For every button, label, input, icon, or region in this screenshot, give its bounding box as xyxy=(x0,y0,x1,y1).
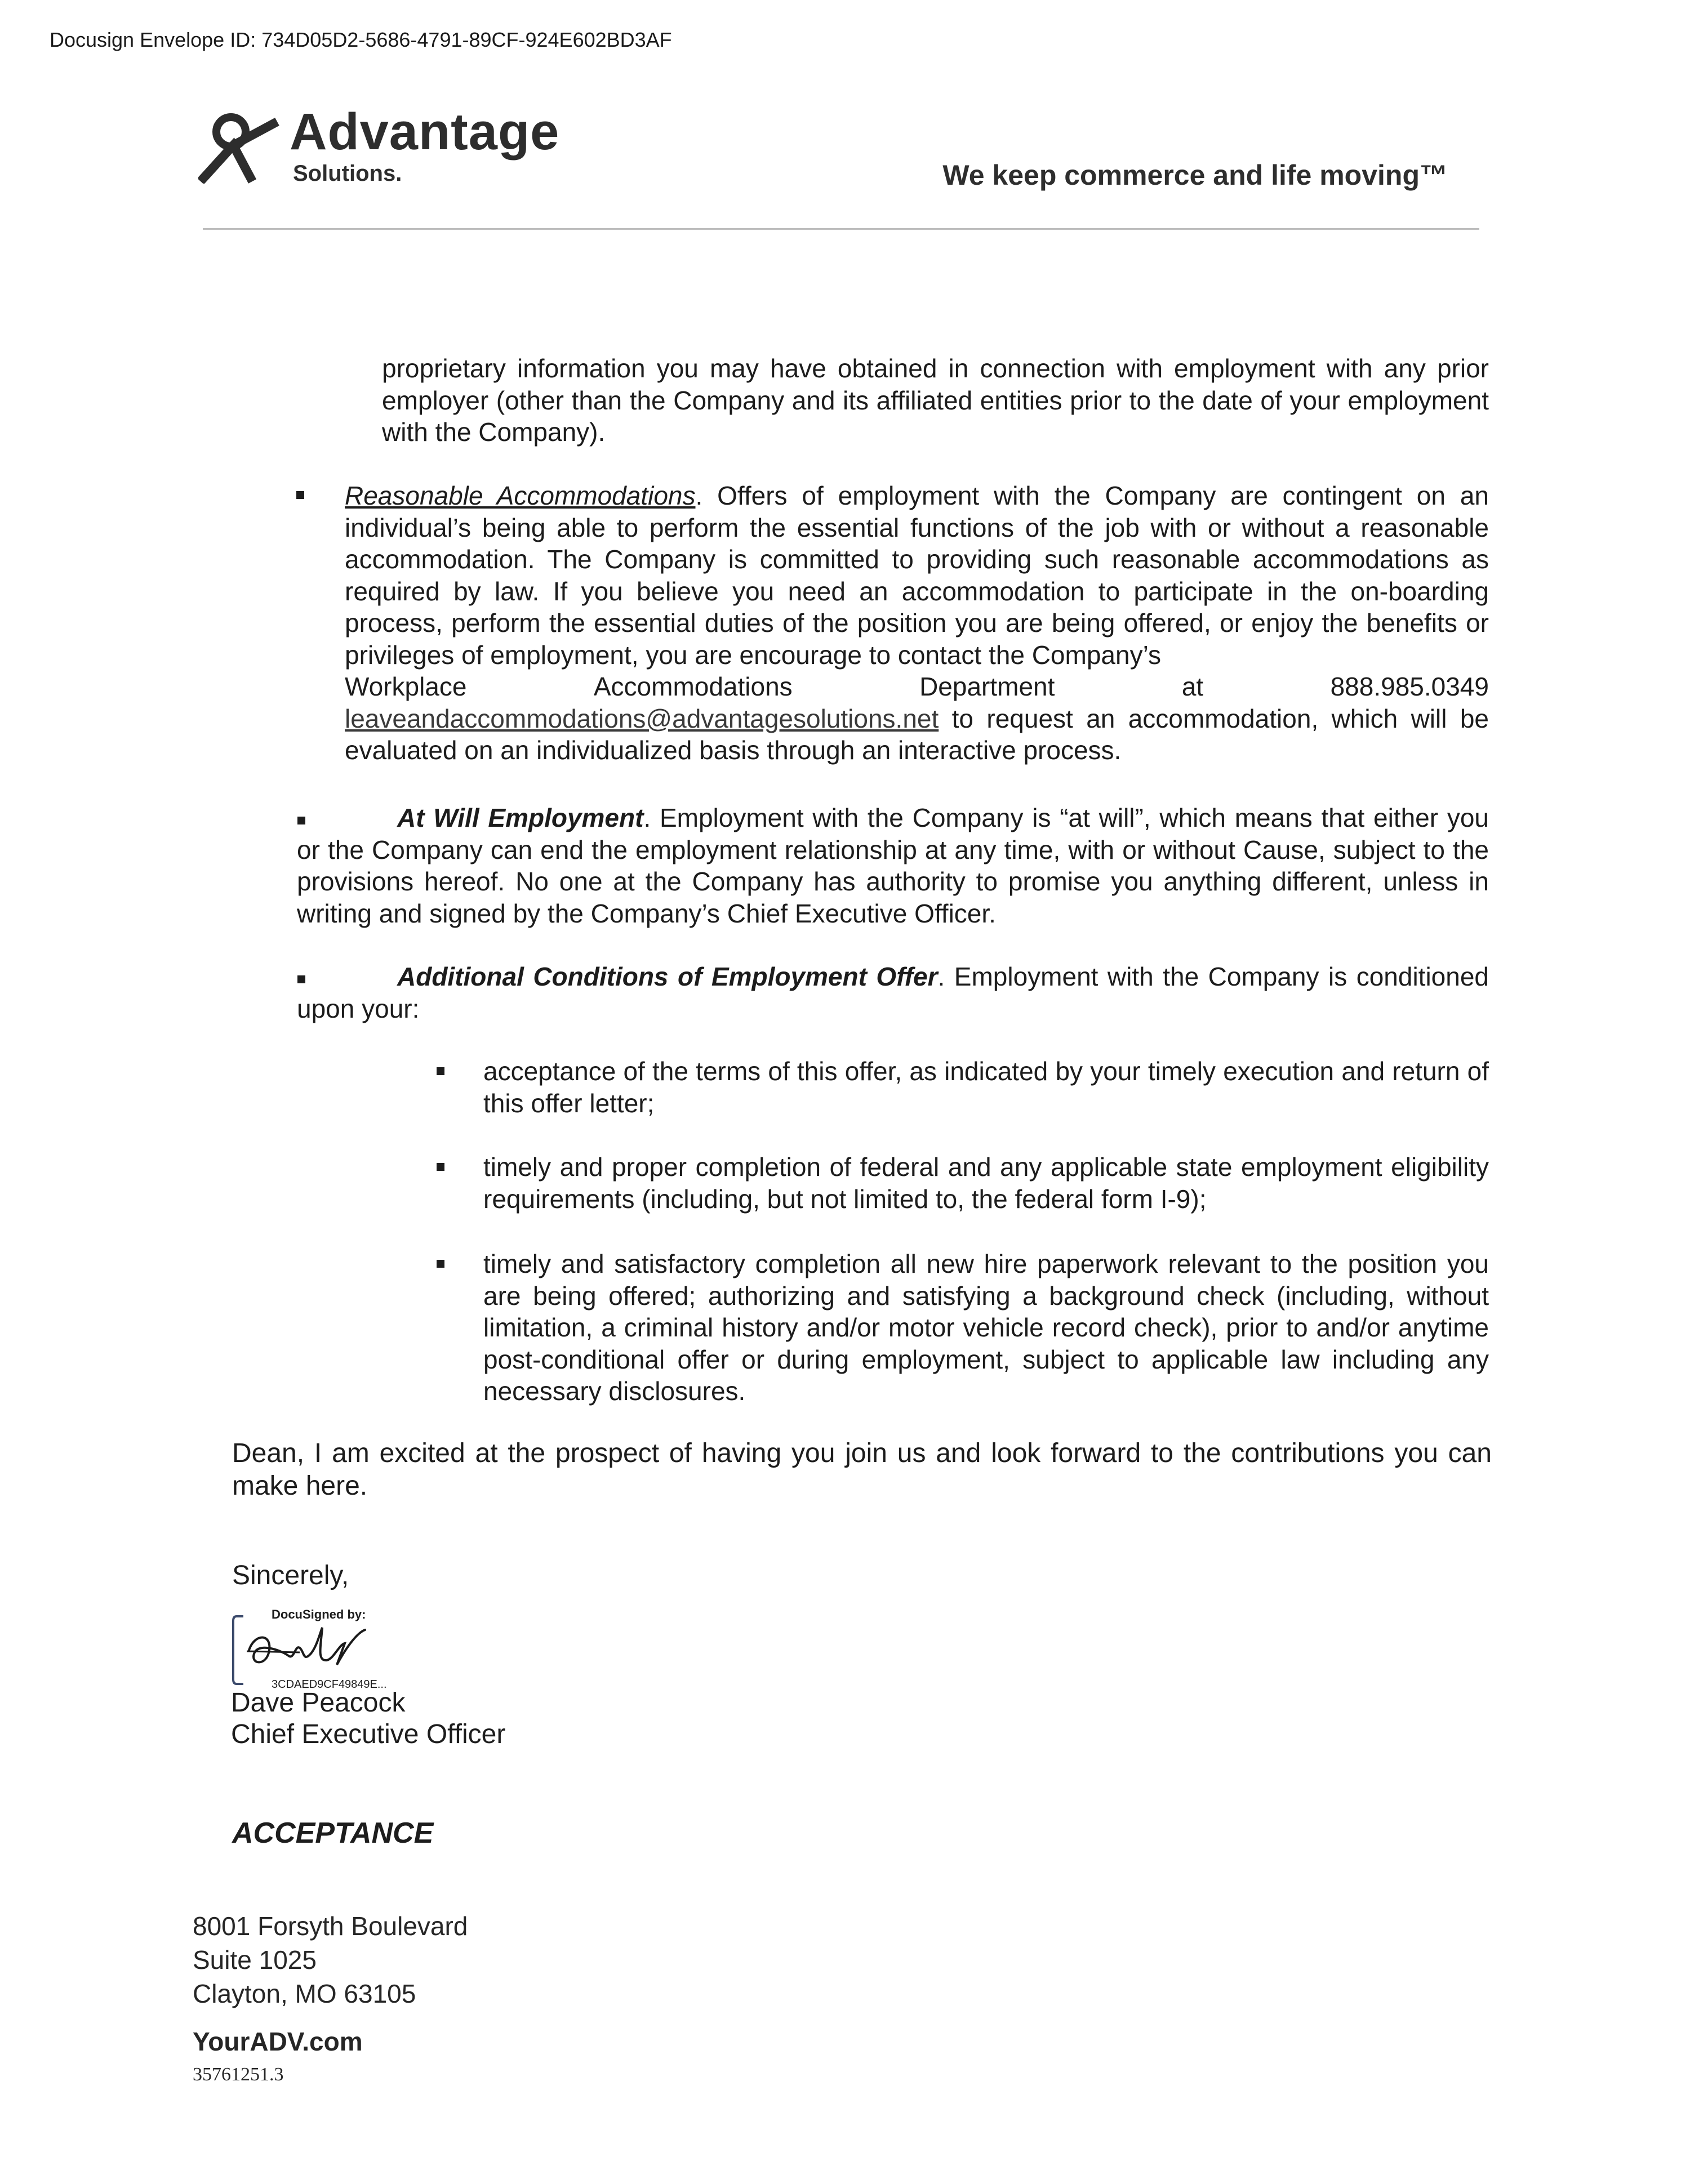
header-divider xyxy=(203,228,1479,230)
company-website[interactable]: YourADV.com xyxy=(193,2027,363,2056)
bullet-icon xyxy=(296,491,304,499)
reasonable-accommodations-text: . Offers of employment with the Company are contingent on an individual’s being able to perform the essential functions of the job with or without a reasonable accommodation. The Company is committed to providing such reasonable accommodations as required by law. If you believe you need an accommodation to participate in the on-boarding process, perform the essential duties of the position you are being offered, or enjoy the benefits or privileges of employment, you are encourage to contact the Company’s xyxy=(345,481,1489,670)
condition-item-text: timely and proper completion of federal and any applicable state employment eligibility requirements (including, but not limited to, the federal form I-9); xyxy=(483,1152,1489,1214)
address-line: Clayton, MO 63105 xyxy=(193,1979,416,2008)
bullet-icon xyxy=(437,1260,444,1268)
docusign-envelope-id: Docusign Envelope ID: 734D05D2-5686-4791-89CF-924E602BD3AF xyxy=(50,28,672,51)
address-line: 8001 Forsyth Boulevard xyxy=(193,1911,468,1941)
closing-text: Dean, I am excited at the prospect of having you join us and look forward to the contributions you can make here. xyxy=(232,1438,1492,1501)
phone-number: 888.985.0349 xyxy=(1330,672,1489,701)
accommodations-word: Accommodations xyxy=(593,672,793,701)
at-word: at xyxy=(1181,672,1204,701)
signer-name: Dave Peacock xyxy=(231,1688,406,1718)
at-will-paragraph xyxy=(297,802,1489,929)
department-word: Department xyxy=(919,672,1055,701)
reasonable-accommodations-paragraph xyxy=(345,480,1489,766)
company-logo xyxy=(198,103,581,190)
additional-conditions-text: . Employment with the Company is conditioned upon your: xyxy=(297,962,1489,1023)
bullet-icon xyxy=(437,1067,444,1075)
docusign-signature-id: 3CDAED9CF49849E... xyxy=(269,1678,389,1691)
condition-item-2 xyxy=(483,1151,1489,1215)
accommodations-email-link[interactable]: leaveandaccommodations@advantagesolutions.net xyxy=(345,703,939,733)
logo-wordmark: Advantage xyxy=(290,103,560,161)
docusigned-by-label: DocuSigned by: xyxy=(269,1607,368,1622)
condition-item-3 xyxy=(483,1248,1489,1407)
docusign-signature-box xyxy=(232,1611,373,1690)
advantage-logo-icon xyxy=(198,110,283,184)
condition-item-text: timely and satisfactory completion all new hire paperwork relevant to the position you are being offered; authorizing and satisfying a background check (including, without limitation, a criminal history and/or motor vehicle record check), prior to and/or anytime post-conditional offer or during employment, subject to applicable law including any necessary disclosures. xyxy=(483,1249,1489,1406)
additional-conditions-paragraph xyxy=(297,961,1489,1024)
at-will-text: . Employment with the Company is “at will”, which means that either you or the Company can end the employment relationship at any time, with or without Cause, subject to the provisions hereof. No one at the Company has authority to promise you anything different, unless in writing and signed by the Company’s Chief Executive Officer. xyxy=(297,803,1489,928)
condition-item-1 xyxy=(483,1055,1489,1119)
company-tagline: We keep commerce and life moving™ xyxy=(942,159,1448,191)
continuation-text: proprietary information you may have obtained in connection with employment with any prior employer (other than the Company and its affiliated entities prior to the date of your employment with the Company). xyxy=(382,354,1489,447)
address-line: Suite 1025 xyxy=(193,1945,317,1974)
logo-subtitle: Solutions. xyxy=(293,161,402,186)
additional-conditions-heading: Additional Conditions of Employment Offer xyxy=(397,962,938,991)
company-address xyxy=(193,1909,468,2011)
closing-paragraph xyxy=(232,1437,1492,1503)
bullet-icon xyxy=(437,1163,444,1171)
document-number: 35761251.3 xyxy=(193,2064,284,2085)
acceptance-heading: ACCEPTANCE xyxy=(232,1817,434,1849)
continuation-paragraph xyxy=(382,353,1489,448)
reasonable-accommodations-text-end: to request an accommodation, which will be evaluated on an individualized basis through an interactive process. xyxy=(345,703,1489,765)
signer-block xyxy=(231,1687,505,1750)
at-will-heading: At Will Employment xyxy=(397,803,644,832)
workplace-accommodations-line xyxy=(345,671,1489,703)
sincerely-text: Sincerely, xyxy=(232,1561,349,1590)
condition-item-text: acceptance of the terms of this offer, as indicated by your timely execution and return of this offer letter; xyxy=(483,1057,1489,1118)
reasonable-accommodations-heading: Reasonable Accommodations xyxy=(345,481,696,510)
workplace-word: Workplace xyxy=(345,672,467,701)
signer-title: Chief Executive Officer xyxy=(231,1719,506,1749)
